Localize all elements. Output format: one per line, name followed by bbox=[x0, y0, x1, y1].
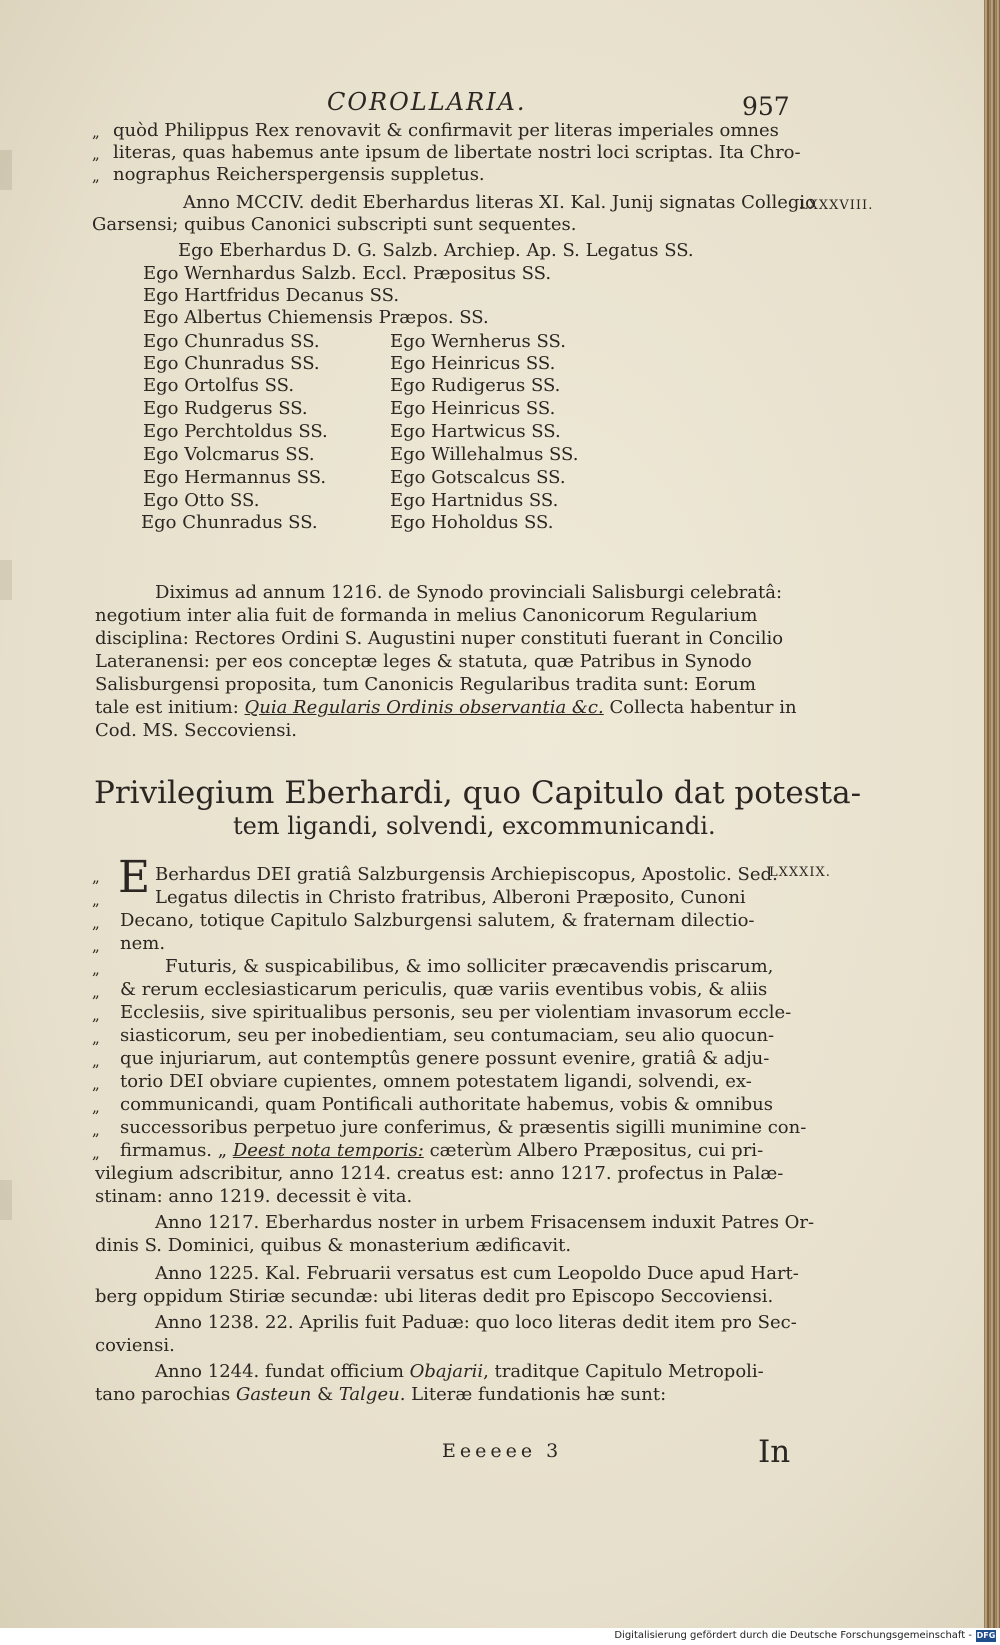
italic-place: Talgeu bbox=[338, 1384, 400, 1405]
signatory-archbishop: Ego Eberhardus D. G. Salzb. Archiep. Ap. S. Legatus SS. bbox=[178, 240, 694, 261]
drop-capital: E bbox=[118, 852, 151, 903]
text-segment: firmamus. „ bbox=[120, 1140, 233, 1161]
text-segment: cæterùm Albero Præpositus, cui pri- bbox=[423, 1140, 764, 1161]
text-line: nem. bbox=[120, 933, 166, 954]
signatory-dean: Ego Hartfridus Decanus SS. bbox=[143, 285, 400, 306]
page-number: 957 bbox=[742, 92, 790, 121]
signatory-right: Ego Heinricus SS. bbox=[390, 398, 556, 419]
text-segment: & bbox=[311, 1384, 339, 1405]
text-line: disciplina: Rectores Ordini S. Augustini nuper constituti fuerant in Concilio bbox=[95, 628, 784, 649]
signatory-right: Ego Heinricus SS. bbox=[390, 353, 556, 374]
text-line: Decano, totique Capitulo Salzburgensi salutem, & fraternam dilectio- bbox=[120, 910, 755, 931]
quote-mark: „ bbox=[92, 914, 100, 932]
signatory-chiemsee: Ego Albertus Chiemensis Præpos. SS. bbox=[143, 307, 489, 328]
quote-mark: „ bbox=[92, 1052, 100, 1070]
bleed-through-mark bbox=[0, 560, 12, 600]
signatory-right: Ego Rudigerus SS. bbox=[390, 375, 561, 396]
text-line: siasticorum, seu per inobedientiam, seu contumaciam, seu alio quocun- bbox=[120, 1025, 775, 1046]
text-segment: Collecta habentur in bbox=[603, 697, 797, 718]
text-line: Futuris, & suspicabilibus, & imo solliciter præcavendis priscarum, bbox=[165, 956, 774, 977]
footer-credit: Digitalisierung gefördert durch die Deutsche Forschungsgemeinschaft - bbox=[614, 1630, 972, 1641]
signatory-right: Ego Wernherus SS. bbox=[390, 331, 566, 352]
text-line: Diximus ad annum 1216. de Synodo provinciali Salisburgi celebratâ: bbox=[155, 582, 783, 603]
text-line: dinis S. Dominici, quibus & monasterium ædificavit. bbox=[95, 1235, 572, 1256]
italic-incipit: Quia Regularis Ordinis observantia &c. bbox=[244, 697, 604, 718]
text-line: & rerum ecclesiasticarum periculis, quæ variis eventibus vobis, & aliis bbox=[120, 979, 768, 1000]
text-line: communicandi, quam Pontificali authoritate habemus, vobis & omnibus bbox=[120, 1094, 773, 1115]
text-line: Anno 1225. Kal. Februarii versatus est cum Leopoldo Duce apud Hart- bbox=[155, 1263, 799, 1284]
quote-mark: „ bbox=[92, 960, 100, 978]
text-line: Cod. MS. Seccoviensi. bbox=[95, 720, 298, 741]
quote-mark: „ bbox=[92, 123, 100, 141]
text-line: Garsensi; quibus Canonici subscripti sunt sequentes. bbox=[92, 214, 577, 235]
signatory-left: Ego Chunradus SS. bbox=[143, 353, 320, 374]
text-line: berg oppidum Stiriæ secundæ: ubi literas dedit pro Episcopo Seccoviensi. bbox=[95, 1286, 774, 1307]
quote-mark: „ bbox=[92, 1075, 100, 1093]
text-line: Ecclesiis, sive spiritualibus personis, seu per violentiam invasorum eccle- bbox=[120, 1002, 792, 1023]
dfg-logo: DFG bbox=[976, 1631, 996, 1640]
text-line bbox=[155, 1361, 764, 1383]
text-line: Legatus dilectis in Christo fratribus, Alberoni Præposito, Cunoni bbox=[155, 887, 746, 908]
text-line: stinam: anno 1219. decessit è vita. bbox=[95, 1186, 413, 1207]
text-line: successoribus perpetuo jure conferimus, & præsentis sigilli munimine con- bbox=[120, 1117, 807, 1138]
signatory-provost: Ego Wernhardus Salzb. Eccl. Præpositus SS. bbox=[143, 263, 552, 284]
signatory-left: Ego Otto SS. bbox=[143, 490, 260, 511]
quote-mark: „ bbox=[92, 167, 100, 185]
text-line bbox=[120, 1140, 763, 1162]
quote-mark: „ bbox=[92, 1029, 100, 1047]
quote-mark: „ bbox=[92, 868, 100, 886]
text-line: Salisburgensi proposita, tum Canonicis Regularibus tradita sunt: Eorum bbox=[95, 674, 756, 695]
signatory-left: Ego Hermannus SS. bbox=[143, 467, 327, 488]
signatory-right: Ego Hoholdus SS. bbox=[390, 512, 554, 533]
quote-mark: „ bbox=[92, 1121, 100, 1139]
signatory-left: Ego Volcmarus SS. bbox=[143, 444, 315, 465]
signatory-right: Ego Hartwicus SS. bbox=[390, 421, 561, 442]
running-header: COROLLARIA. bbox=[327, 88, 527, 116]
text-line: quòd Philippus Rex renovavit & confirmavit per literas imperiales omnes bbox=[113, 120, 779, 141]
text-segment: , traditque Capitulo Metropoli- bbox=[483, 1361, 764, 1382]
italic-place: Gasteun bbox=[235, 1384, 312, 1405]
italic-note: Deest nota temporis: bbox=[232, 1140, 424, 1161]
bleed-through-mark bbox=[0, 1180, 12, 1220]
margin-note: LXXXVIII. bbox=[799, 198, 874, 213]
text-line: nographus Reicherspergensis suppletus. bbox=[113, 164, 485, 185]
signatory-right: Ego Hartnidus SS. bbox=[390, 490, 559, 511]
quote-mark: „ bbox=[92, 145, 100, 163]
quote-mark: „ bbox=[92, 891, 100, 909]
signatory-right: Ego Willehalmus SS. bbox=[390, 444, 579, 465]
text-line: negotium inter alia fuit de formanda in melius Canonicorum Regularium bbox=[95, 605, 758, 626]
text-line bbox=[95, 697, 797, 719]
page-edge bbox=[984, 0, 1000, 1628]
signatory-left: Ego Rudgerus SS. bbox=[143, 398, 308, 419]
signatory-left: Ego Perchtoldus SS. bbox=[143, 421, 328, 442]
quote-mark: „ bbox=[92, 1006, 100, 1024]
quote-mark: „ bbox=[92, 1098, 100, 1116]
signatory-right: Ego Gotscalcus SS. bbox=[390, 467, 566, 488]
text-line: Lateranensi: per eos conceptæ leges & statuta, quæ Patribus in Synodo bbox=[95, 651, 752, 672]
text-line: Anno 1238. 22. Aprilis fuit Paduæ: quo loco literas dedit item pro Sec- bbox=[155, 1312, 797, 1333]
text-segment: tale est initium: bbox=[95, 697, 245, 718]
italic-term: Obajarii bbox=[409, 1361, 484, 1382]
text-line: Berhardus DEI gratiâ Salzburgensis Archiepiscopus, Apostolic. Sed. bbox=[155, 864, 778, 885]
signatory-left: Ego Chunradus SS. bbox=[141, 512, 318, 533]
text-line: vilegium adscribitur, anno 1214. creatus est: anno 1217. profectus in Palæ- bbox=[95, 1163, 784, 1184]
text-segment: . Literæ fundationis hæ sunt: bbox=[399, 1384, 667, 1405]
text-line: coviensi. bbox=[95, 1335, 175, 1356]
section-heading: Privilegium Eberhardi, quo Capitulo dat potesta- bbox=[94, 775, 862, 811]
text-line: torio DEI obviare cupientes, omnem potestatem ligandi, solvendi, ex- bbox=[120, 1071, 752, 1092]
bleed-through-mark bbox=[0, 150, 12, 190]
signatory-left: Ego Chunradus SS. bbox=[143, 331, 320, 352]
signatory-left: Ego Ortolfus SS. bbox=[143, 375, 295, 396]
text-line bbox=[95, 1384, 666, 1406]
quote-mark: „ bbox=[92, 1144, 100, 1162]
catchword: In bbox=[758, 1434, 791, 1470]
section-heading-continued: tem ligandi, solvendi, excommunicandi. bbox=[233, 812, 716, 840]
text-segment: tano parochias bbox=[95, 1384, 236, 1405]
text-line: Anno 1217. Eberhardus noster in urbem Frisacensem induxit Patres Or- bbox=[155, 1212, 815, 1233]
quote-mark: „ bbox=[92, 937, 100, 955]
quote-mark: „ bbox=[92, 983, 100, 1001]
text-line: Anno MCCIV. dedit Eberhardus literas XI. Kal. Junij signatas Collegio bbox=[183, 192, 817, 213]
text-segment: Anno 1244. fundat officium bbox=[155, 1361, 410, 1382]
text-line: que injuriarum, aut contemptûs genere possunt evenire, gratiâ & adju- bbox=[120, 1048, 770, 1069]
signature-mark: Eeeeee 3 bbox=[442, 1440, 563, 1462]
margin-note: LXXXIX. bbox=[769, 865, 831, 880]
text-line: literas, quas habemus ante ipsum de libertate nostri loci scriptas. Ita Chro- bbox=[113, 142, 801, 163]
